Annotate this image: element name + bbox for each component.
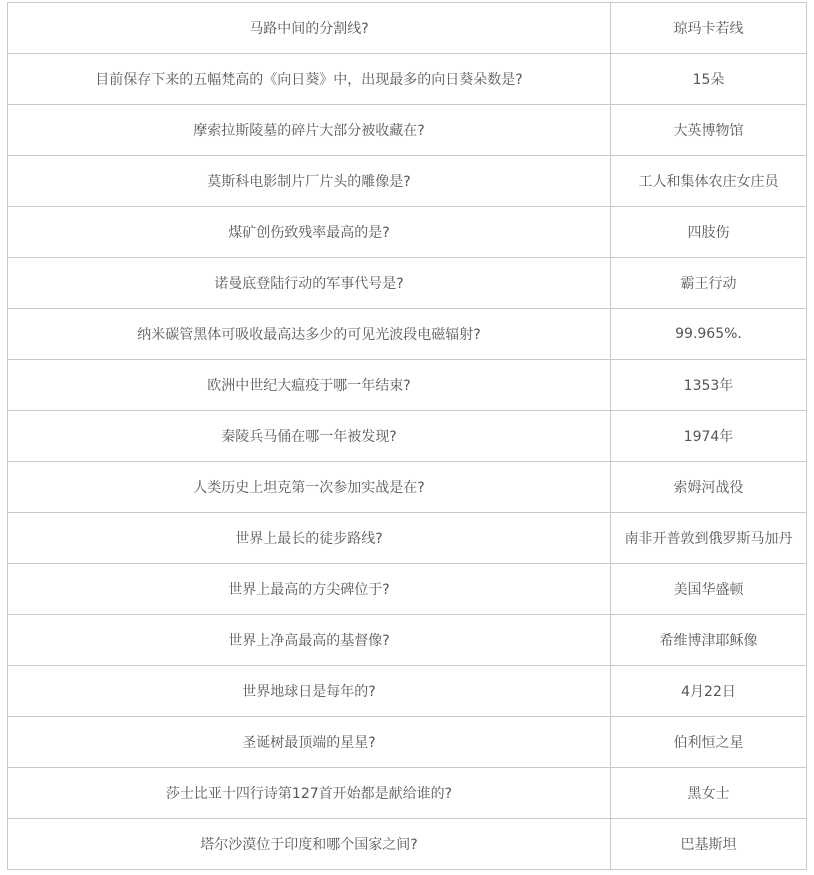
question-cell: 秦陵兵马俑在哪一年被发现? [8,411,611,462]
answer-cell: 4月22日 [611,666,807,717]
table-row [8,564,807,615]
table-row [8,54,807,105]
question-cell: 人类历史上坦克第一次参加实战是在? [8,462,611,513]
answer-cell: 希维博津耶稣像 [611,615,807,666]
answer-cell: 99.965%. [611,309,807,360]
question-cell: 世界上最高的方尖碑位于? [8,564,611,615]
answer-cell: 南非开普敦到俄罗斯马加丹 [611,513,807,564]
table-row [8,156,807,207]
table-row [8,513,807,564]
answer-cell: 霸王行动 [611,258,807,309]
table-row [8,462,807,513]
qa-table-body [8,3,807,870]
table-row [8,768,807,819]
question-cell: 诺曼底登陆行动的军事代号是? [8,258,611,309]
answer-cell: 巴基斯坦 [611,819,807,870]
question-cell: 煤矿创伤致残率最高的是? [8,207,611,258]
answer-cell: 15朵 [611,54,807,105]
question-cell: 目前保存下来的五幅梵高的《向日葵》中，出现最多的向日葵朵数是? [8,54,611,105]
answer-cell: 1974年 [611,411,807,462]
answer-cell: 大英博物馆 [611,105,807,156]
question-cell: 摩索拉斯陵墓的碎片大部分被收藏在? [8,105,611,156]
answer-cell: 伯利恒之星 [611,717,807,768]
question-cell: 纳米碳管黑体可吸收最高达多少的可见光波段电磁辐射? [8,309,611,360]
table-row [8,360,807,411]
table-row [8,819,807,870]
question-cell: 世界上最长的徒步路线? [8,513,611,564]
qa-table [7,2,807,870]
table-row [8,258,807,309]
table-row [8,207,807,258]
answer-cell: 工人和集体农庄女庄员 [611,156,807,207]
question-cell: 马路中间的分割线? [8,3,611,54]
question-cell: 莫斯科电影制片厂片头的雕像是? [8,156,611,207]
table-row [8,411,807,462]
answer-cell: 琼玛卡若线 [611,3,807,54]
question-cell: 圣诞树最顶端的星星? [8,717,611,768]
table-row [8,666,807,717]
table-row [8,717,807,768]
answer-cell: 四肢伤 [611,207,807,258]
question-cell: 莎士比亚十四行诗第127首开始都是献给谁的? [8,768,611,819]
table-row [8,615,807,666]
table-row [8,105,807,156]
answer-cell: 美国华盛顿 [611,564,807,615]
question-cell: 塔尔沙漠位于印度和哪个国家之间? [8,819,611,870]
question-cell: 世界地球日是每年的? [8,666,611,717]
question-cell: 欧洲中世纪大瘟疫于哪一年结束? [8,360,611,411]
answer-cell: 索姆河战役 [611,462,807,513]
answer-cell: 1353年 [611,360,807,411]
table-row [8,309,807,360]
table-row [8,3,807,54]
question-cell: 世界上净高最高的基督像? [8,615,611,666]
answer-cell: 黑女士 [611,768,807,819]
